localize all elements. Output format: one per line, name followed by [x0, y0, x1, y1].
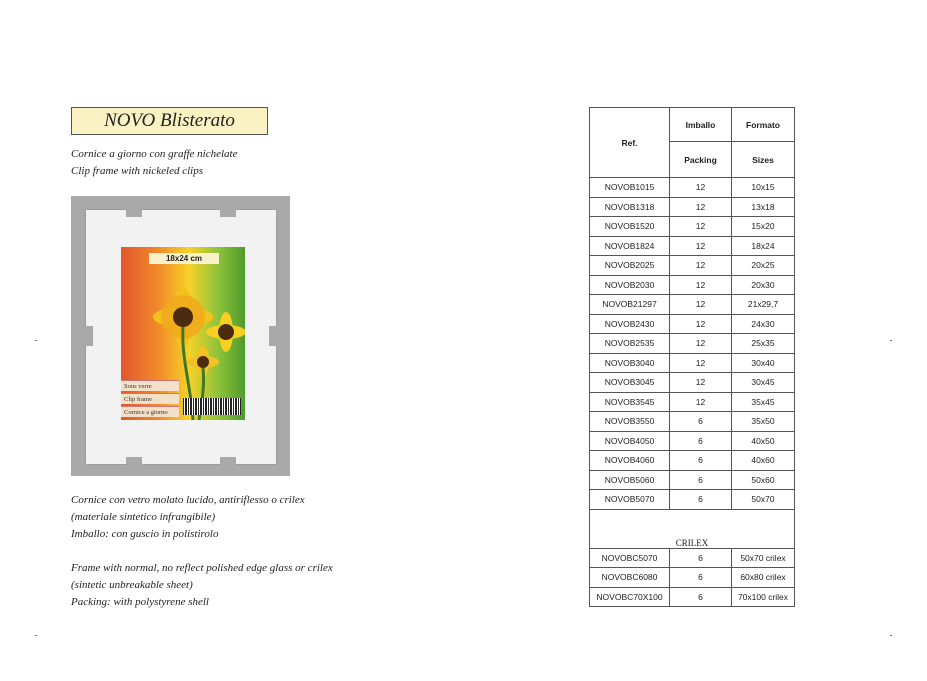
product-spec-table [589, 107, 795, 607]
description-it-line: Cornice con vetro molato lucido, antiriflesso o crilex [71, 494, 305, 506]
table-ref-cell: NOVOB2025 [590, 256, 670, 276]
table-pack-cell: 12 [670, 275, 732, 295]
header-sizes: Sizes [732, 142, 795, 178]
size-tag: 18x24 cm [149, 253, 219, 264]
table-ref-cell: NOVOB5070 [590, 490, 670, 510]
table-row [590, 256, 795, 276]
table-row [590, 217, 795, 237]
table-size-cell: 40x60 [732, 451, 795, 471]
table-ref-cell: NOVOB1520 [590, 217, 670, 237]
table-size-cell: 20x25 [732, 256, 795, 276]
table-ref-cell: NOVOB2535 [590, 334, 670, 354]
crilex-ref-cell: NOVOBC6080 [590, 568, 670, 588]
table-size-cell: 35x45 [732, 392, 795, 412]
table-size-cell: 18x24 [732, 236, 795, 256]
table-ref-cell: NOVOB3550 [590, 412, 670, 432]
crilex-ref-cell: NOVOBC70X100 [590, 587, 670, 607]
table-ref-cell: NOVOB4050 [590, 431, 670, 451]
table-size-cell: 50x60 [732, 470, 795, 490]
table-size-cell: 35x50 [732, 412, 795, 432]
crilex-pack-cell: 6 [670, 587, 732, 607]
table-size-cell: 21x29,7 [732, 295, 795, 315]
header-imballo: Imballo [670, 108, 732, 142]
crilex-pack-cell: 6 [670, 548, 732, 568]
table-pack-cell: 12 [670, 197, 732, 217]
table-row [590, 236, 795, 256]
table-pack-cell: 6 [670, 431, 732, 451]
description-it-line: (materiale sintetico infrangibile) [71, 511, 216, 523]
product-label-3: Cornice a giorno [121, 406, 179, 417]
subtitle [71, 146, 238, 180]
table-pack-cell: 12 [670, 373, 732, 393]
table-pack-cell: 12 [670, 256, 732, 276]
crilex-row [590, 587, 795, 607]
table-pack-cell: 12 [670, 392, 732, 412]
table-pack-cell: 12 [670, 314, 732, 334]
table-ref-cell: NOVOB1318 [590, 197, 670, 217]
table-size-cell: 24x30 [732, 314, 795, 334]
table-ref-cell: NOVOB2030 [590, 275, 670, 295]
table-ref-cell: NOVOB3545 [590, 392, 670, 412]
description-english [71, 560, 333, 611]
subtitle-it: Cornice a giorno con graffe nichelate [71, 148, 238, 160]
table-size-cell: 25x35 [732, 334, 795, 354]
poster-insert [121, 247, 245, 420]
table-size-cell: 15x20 [732, 217, 795, 237]
table-ref-cell: NOVOB1015 [590, 178, 670, 198]
crilex-row [590, 568, 795, 588]
barcode [183, 398, 241, 415]
subtitle-en: Clip frame with nickeled clips [71, 165, 203, 177]
header-formato: Formato [732, 108, 795, 142]
crilex-size-cell: 70x100 crilex [732, 587, 795, 607]
table-pack-cell: 12 [670, 353, 732, 373]
table-size-cell: 20x30 [732, 275, 795, 295]
table-size-cell: 13x18 [732, 197, 795, 217]
table-row [590, 431, 795, 451]
crilex-ref-cell: NOVOBC5070 [590, 548, 670, 568]
table-row [590, 470, 795, 490]
description-en-line: (sintetic unbreakable sheet) [71, 579, 193, 591]
crilex-pack-cell: 6 [670, 568, 732, 588]
description-italian [71, 492, 305, 543]
table-pack-cell: 6 [670, 470, 732, 490]
table-row [590, 451, 795, 471]
product-label-2: Clip frame [121, 393, 179, 404]
table-ref-cell: NOVOB4060 [590, 451, 670, 471]
table-ref-cell: NOVOB5060 [590, 470, 670, 490]
table-size-cell: 10x15 [732, 178, 795, 198]
description-it-line: Imballo: con guscio in polistirolo [71, 528, 219, 540]
table-row [590, 334, 795, 354]
table-ref-cell: NOVOB1824 [590, 236, 670, 256]
table-row [590, 295, 795, 315]
table-pack-cell: 12 [670, 217, 732, 237]
table-pack-cell: 6 [670, 490, 732, 510]
table-pack-cell: 12 [670, 236, 732, 256]
page-title: NOVO Blisterato [71, 107, 268, 135]
table-size-cell: 30x45 [732, 373, 795, 393]
crilex-row [590, 548, 795, 568]
table-ref-cell: NOVOB21297 [590, 295, 670, 315]
table-size-cell: 40x50 [732, 431, 795, 451]
table-row [590, 392, 795, 412]
table-row [590, 353, 795, 373]
crilex-size-cell: 50x70 crilex [732, 548, 795, 568]
crilex-heading: CRILEX [590, 509, 795, 548]
header-ref: Ref. [590, 108, 670, 178]
table-pack-cell: 12 [670, 295, 732, 315]
table-ref-cell: NOVOB2430 [590, 314, 670, 334]
clip-frame-image [86, 210, 276, 464]
table-row [590, 275, 795, 295]
product-label-1: Sous verre [121, 380, 179, 391]
description-en-line: Frame with normal, no reflect polished edge glass or crilex [71, 562, 333, 574]
table-size-cell: 50x70 [732, 490, 795, 510]
table-pack-cell: 12 [670, 178, 732, 198]
table-row [590, 314, 795, 334]
table-pack-cell: 6 [670, 412, 732, 432]
table-row [590, 197, 795, 217]
description-en-line: Packing: with polystyrene shell [71, 596, 209, 608]
table-ref-cell: NOVOB3040 [590, 353, 670, 373]
crilex-size-cell: 60x80 crilex [732, 568, 795, 588]
table-pack-cell: 12 [670, 334, 732, 354]
table-size-cell: 30x40 [732, 353, 795, 373]
table-row [590, 412, 795, 432]
header-packing: Packing [670, 142, 732, 178]
table-ref-cell: NOVOB3045 [590, 373, 670, 393]
table-row [590, 373, 795, 393]
table-row [590, 178, 795, 198]
table-row [590, 490, 795, 510]
table-pack-cell: 6 [670, 451, 732, 471]
product-photo [71, 196, 290, 476]
